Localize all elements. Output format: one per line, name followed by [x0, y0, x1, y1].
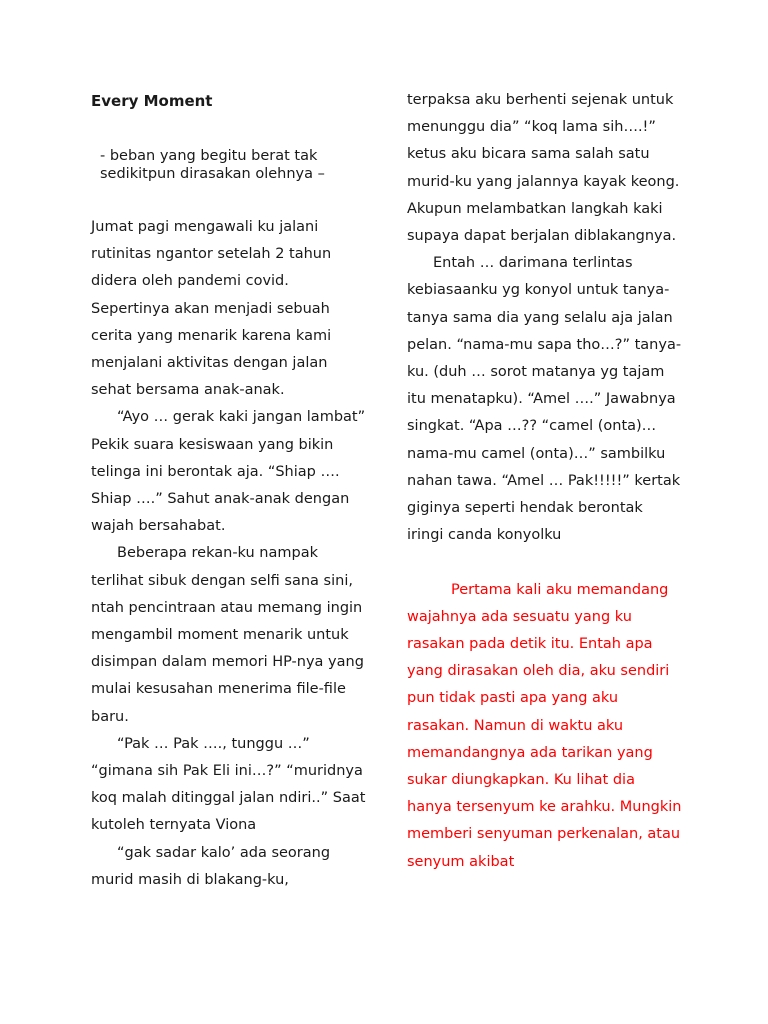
highlighted-section — [407, 577, 682, 876]
paragraph: “Ayo … gerak kaki jangan lambat” Pekik suara kesiswaan yang bikin telinga ini berontak aja. “Shiap …. Shiap ….” Sahut anak-anak dengan wajah bersahabat. — [91, 409, 366, 535]
paragraph: Beberapa rekan-ku nampak terlihat sibuk dengan selfi sana sini, ntah pencintraan atau memang ingin mengambil moment menarik untuk disimpan dalam memori HP-nya yang mulai kesusahan menerima file-file baru. — [91, 545, 364, 725]
left-column — [91, 214, 366, 894]
paragraph: “gak sadar kalo’ ada seorang murid masih di blakang-ku, — [91, 844, 331, 888]
document-title: Every Moment — [91, 92, 213, 110]
paragraph: “Pak … Pak …., tunggu …” “gimana sih Pak Eli ini…?” “muridnya koq malah ditinggal jalan ndiri..” Saat kutoleh ternyata Viona — [91, 735, 366, 834]
paragraph: Jumat pagi mengawali ku jalani rutinitas ngantor setelah 2 tahun didera oleh pandemi covid. Sepertinya akan menjadi sebuah cerita yang menarik karena kami menjalani aktivitas dengan jalan sehat bersama anak-anak. — [91, 219, 332, 399]
right-column — [407, 87, 682, 876]
highlighted-paragraph: Pertama kali aku memandang wajahnya ada sesuatu yang ku rasakan pada detik itu. Entah apa yang dirasakan oleh dia, aku sendiri pun tidak pasti apa yang aku rasakan. Namun di waktu aku memandangnya ada tarikan yang sukar diungkapkan. Ku lihat dia hanya tersenyum ke arahku. Mungkin memberi senyuman perkenalan, atau senyum akibat — [407, 581, 682, 870]
paragraph: terpaksa aku berhenti sejenak untuk menunggu dia” “koq lama sih….!” ketus aku bicara sama salah satu murid-ku yang jalannya kayak keong. Akupun melambatkan langkah kaki supaya dapat berjalan diblakangnya. — [407, 92, 680, 245]
paragraph: Entah … darimana terlintas kebiasaanku yg konyol untuk tanya-tanya sama dia yang selalu aja jalan pelan. “nama-mu sapa tho…?” tanya-ku. (duh … sorot matanya yg tajam itu menatapku). “Amel ….” Jawabnya singkat. “Apa …?? “camel (onta)… nama-mu camel (onta)…” sambilku nahan tawa. “Amel … Pak!!!!!” kertak giginya seperti hendak berontak iringi canda konyolku — [407, 255, 682, 544]
document-subtitle: - beban yang begitu berat tak sedikitpun dirasakan olehnya – — [100, 148, 325, 182]
